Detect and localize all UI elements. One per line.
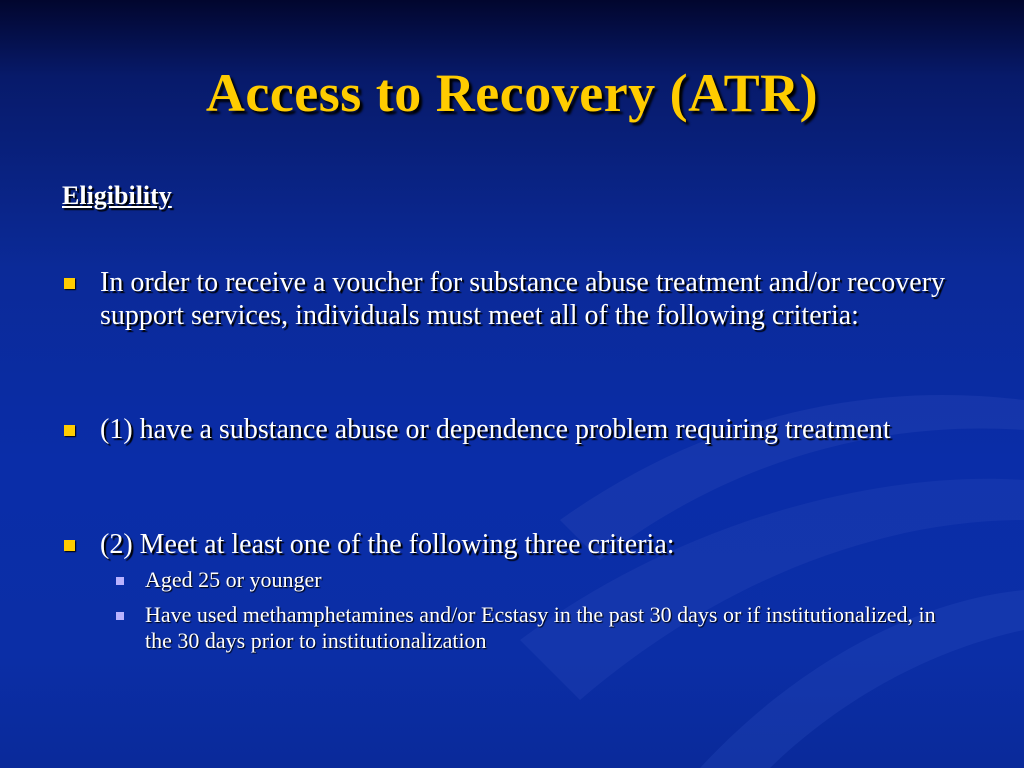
square-bullet-icon bbox=[64, 540, 75, 551]
sub-bullet-text: Aged 25 or younger bbox=[145, 567, 322, 592]
sub-bullet-item bbox=[116, 602, 956, 654]
square-bullet-icon bbox=[64, 278, 75, 289]
bullet-text: In order to receive a voucher for substance abuse treatment and/or recovery support services, individuals must meet all of the following criteria: bbox=[100, 267, 946, 331]
sub-bullet-item bbox=[116, 567, 956, 593]
bullet-text: (2) Meet at least one of the following three criteria: bbox=[100, 529, 675, 560]
square-bullet-icon bbox=[64, 425, 75, 436]
square-sub-bullet-icon bbox=[116, 577, 124, 585]
square-sub-bullet-icon bbox=[116, 612, 124, 620]
bullet-item bbox=[62, 266, 952, 332]
slide-title: Access to Recovery (ATR) bbox=[205, 63, 819, 123]
section-heading: Eligibility bbox=[62, 181, 172, 210]
bullet-text: (1) have a substance abuse or dependence problem requiring treatment bbox=[100, 414, 891, 445]
sub-bullet-text: Have used methamphetamines and/or Ecstasy in the past 30 days or if institutionalized, in the 30 days prior to institutionalization bbox=[145, 602, 936, 653]
bullet-item bbox=[62, 528, 952, 561]
bullet-item bbox=[62, 413, 952, 446]
